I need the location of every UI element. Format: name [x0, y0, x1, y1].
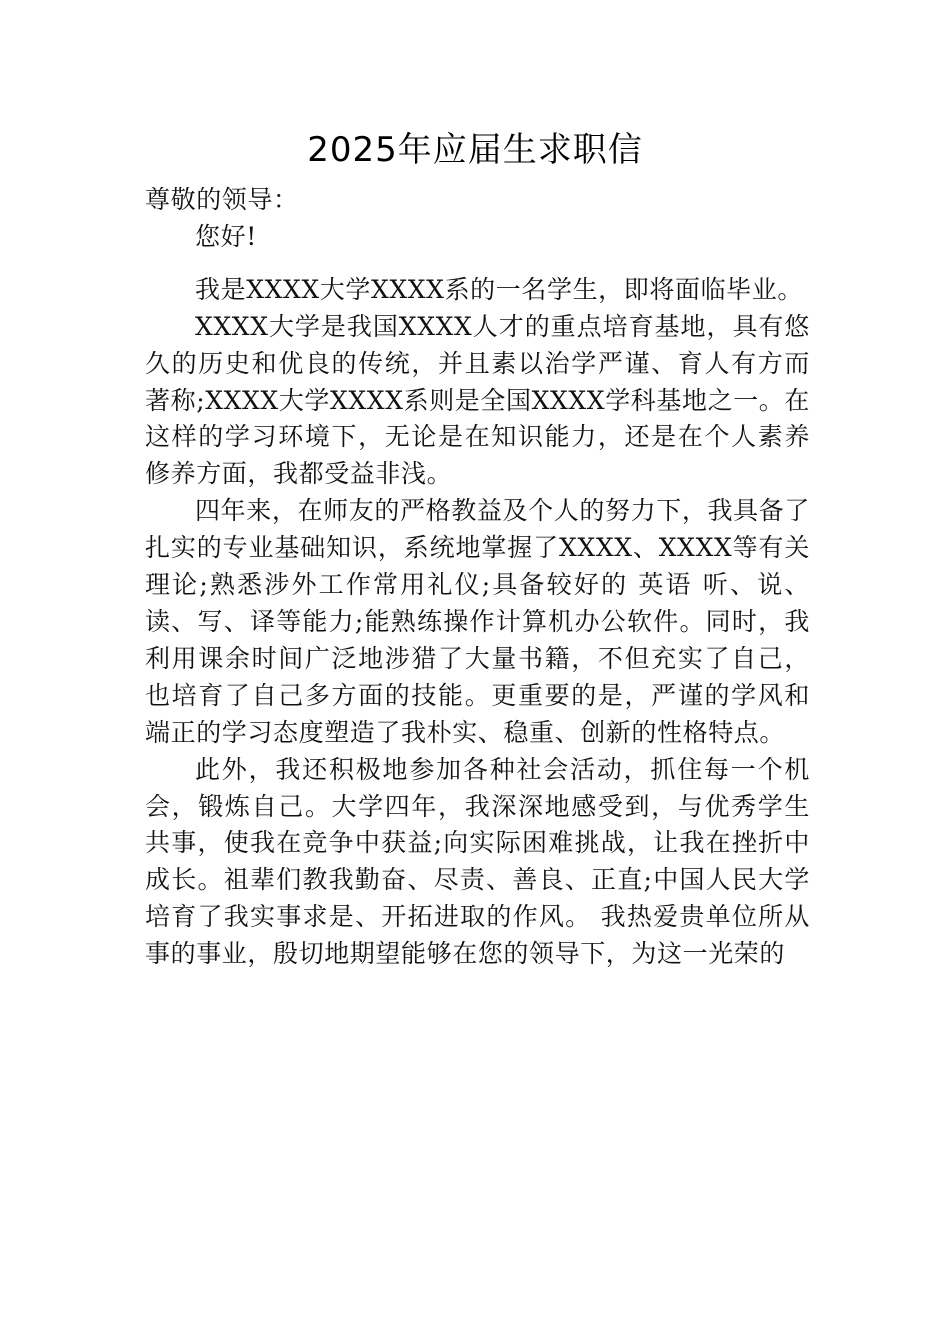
salutation: 尊敬的领导：: [145, 185, 299, 214]
paragraph-university: XXXX大学是我国XXXX人才的重点培育基地，具有悠久的历史和优良的传统，并且素以治学严谨、育人有方而著称;XXXX大学XXXX系则是全国XXXX学科基地之一。在这样的学习环境下，无论是在知识能力，还是在个人素养修养方面，我都受益非浅。: [145, 311, 810, 489]
paragraph-activities: 此外，我还积极地参加各种社会活动，抓住每一个机会，锻炼自己。大学四年，我深深地感受到，与优秀学生共事，使我在竞争中获益;向实际困难挑战，让我在挫折中成长。祖辈们教我勤奋、尽责、善良、正直;中国人民大学培育了我实事求是、开拓进取的作风。 我热爱贵单位所从事的事业，殷切地期望能够在您的领导下，为这一光荣的: [145, 754, 810, 969]
letter-body: [145, 182, 810, 973]
document-title: 2025年应届生求职信: [307, 130, 643, 170]
paragraph-greeting: 您好!: [195, 221, 257, 251]
paragraph-skills: 四年来，在师友的严格教益及个人的努力下，我具备了扎实的专业基础知识，系统地掌握了XXXX、XXXX等有关理论;熟悉涉外工作常用礼仪;具备较好的 英语 听、说、读、写、译等能力;能熟练操作计算机办公软件。同时，我利用课余时间广泛地涉猎了大量书籍，不但充实了自己，也培育了自己多方面的技能。更重要的是，严谨的学风和端正的学习态度塑造了我朴实、稳重、创新的性格特点。: [145, 496, 810, 747]
paragraph-intro: 我是XXXX大学XXXX系的一名学生，即将面临毕业。: [195, 274, 803, 304]
